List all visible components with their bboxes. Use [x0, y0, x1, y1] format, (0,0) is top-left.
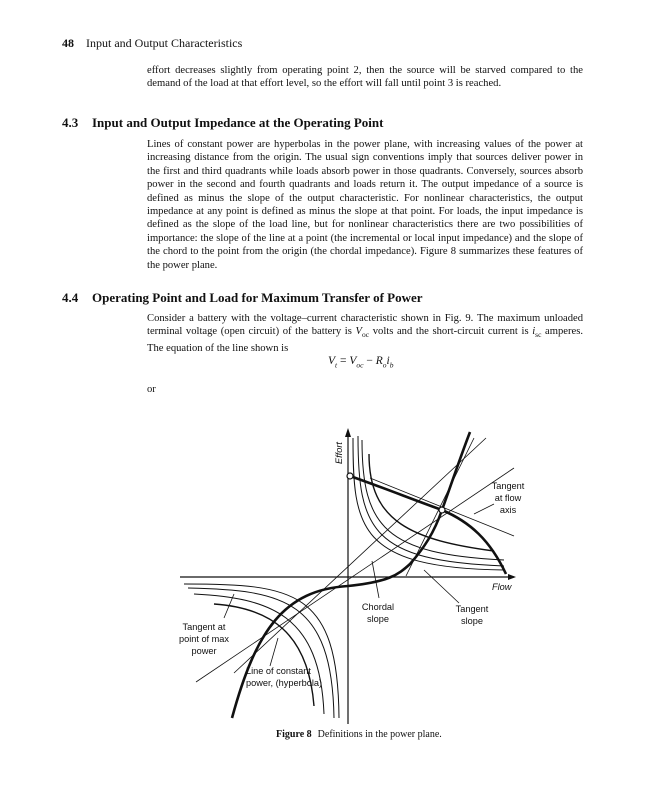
subscript: sc — [535, 330, 542, 340]
power-plane-figure — [174, 418, 534, 726]
tangent-at-max-power-line — [196, 468, 514, 682]
max-power-label-1: Tangent at — [182, 622, 226, 632]
eq-op: = — [337, 355, 350, 367]
figure-caption-text: Definitions in the power plane. — [317, 729, 442, 740]
eq-sub: t — [335, 360, 338, 370]
eq-sub: b — [389, 360, 394, 370]
paragraph-continuation: effort decreases slightly from operating point 2, then the source will be starved compared to the demand of the load at that effort level, so the effort will fall until point 3 is reached. — [147, 65, 583, 90]
eq-sub: oc — [356, 360, 364, 370]
chordal-slope-label-1: Chordal — [361, 602, 395, 612]
paragraph-battery — [147, 312, 583, 355]
eq-op: − — [363, 355, 376, 367]
tangent-slope-label-2: slope — [461, 616, 483, 626]
chordal-slope-label-2: slope — [367, 614, 389, 624]
leader-line — [474, 504, 494, 514]
section-heading-4-4 — [62, 290, 423, 306]
chord-line — [234, 438, 486, 673]
tangent-flow-label-1: Tangent — [491, 481, 525, 491]
text-run: volts and the short-circuit current is — [369, 326, 533, 338]
effort-axis-arrow — [345, 428, 351, 437]
section-title: Operating Point and Load for Maximum Transfer of Power — [92, 290, 423, 305]
max-power-label-2: point of max — [178, 634, 230, 644]
section-number: 4.3 — [62, 115, 79, 130]
eq-sub: o — [382, 360, 387, 370]
tangent-flow-label-3: axis — [499, 505, 517, 515]
section-heading-4-3 — [62, 115, 383, 131]
hyperbola-label-1: Line of constant — [246, 666, 311, 676]
open-circuit-point — [347, 473, 353, 479]
eq-term: R — [375, 355, 383, 367]
subscript: oc — [362, 330, 370, 340]
hyperbola-curve — [362, 440, 504, 560]
section-number: 4.4 — [62, 290, 79, 305]
tangent-flow-label-2: at flow — [494, 493, 522, 503]
eq-term: i — [386, 355, 390, 367]
section-title: Input and Output Impedance at the Operating Point — [92, 115, 384, 130]
symbol-voc: V — [355, 326, 362, 338]
tangent-slope-label-1: Tangent — [455, 604, 489, 614]
eq-term: V — [328, 355, 336, 367]
paragraph-impedance: Lines of constant power are hyperbolas in the power plane, with increasing values of the power at increasing distance from the origin. The usual sign conventions imply that sources deliver power in the first and third quadrants while loads absorb power in those quadrants. Conversely, sources absorb power in the second and fourth quadrants and loads return it. The output impedance of a source is defined as minus the slope of the output characteristic. For nonlinear characteristics, the output impedance at any point is defined as minus the slope at that point. For loads, the input impedance is defined as the slope of the load line, but for nonlinear characteristics there are two possibilities of importance: the slope of the line at a point (the incremental or local input impedance) and the slope of the chord to the point from the origin (the chordal impedance). Figure 8 summarizes these features of the power plane. — [147, 139, 583, 271]
running-header — [62, 36, 242, 51]
page-number: 48 — [62, 36, 74, 50]
eq-term: V — [349, 355, 357, 367]
flow-axis-label: Flow — [492, 582, 512, 592]
leader-line — [270, 638, 278, 666]
effort-axis-label: Effort — [334, 442, 344, 464]
symbol-isc: i — [532, 326, 536, 338]
leader-line — [372, 561, 379, 598]
figure-caption — [276, 729, 442, 740]
running-title: Input and Output Characteristics — [86, 36, 243, 50]
figure-number: Figure 8 — [276, 729, 312, 740]
tangent-line — [406, 438, 474, 576]
text-run: amperes. The equation of the line shown is — [147, 326, 583, 354]
hyperbola-curve — [214, 604, 314, 706]
text-run: Consider a battery with the voltage–current characteristic shown in Fig. 9. The maximum unloaded terminal voltage (open circuit) of the battery is — [147, 313, 583, 338]
max-power-label-3: power — [191, 646, 217, 656]
leader-line — [424, 570, 459, 603]
hyperbola-label-2: power, (hyperbola) — [246, 678, 323, 688]
flow-axis-arrow — [508, 574, 516, 580]
equation — [328, 355, 393, 369]
or-text: or — [147, 384, 156, 395]
